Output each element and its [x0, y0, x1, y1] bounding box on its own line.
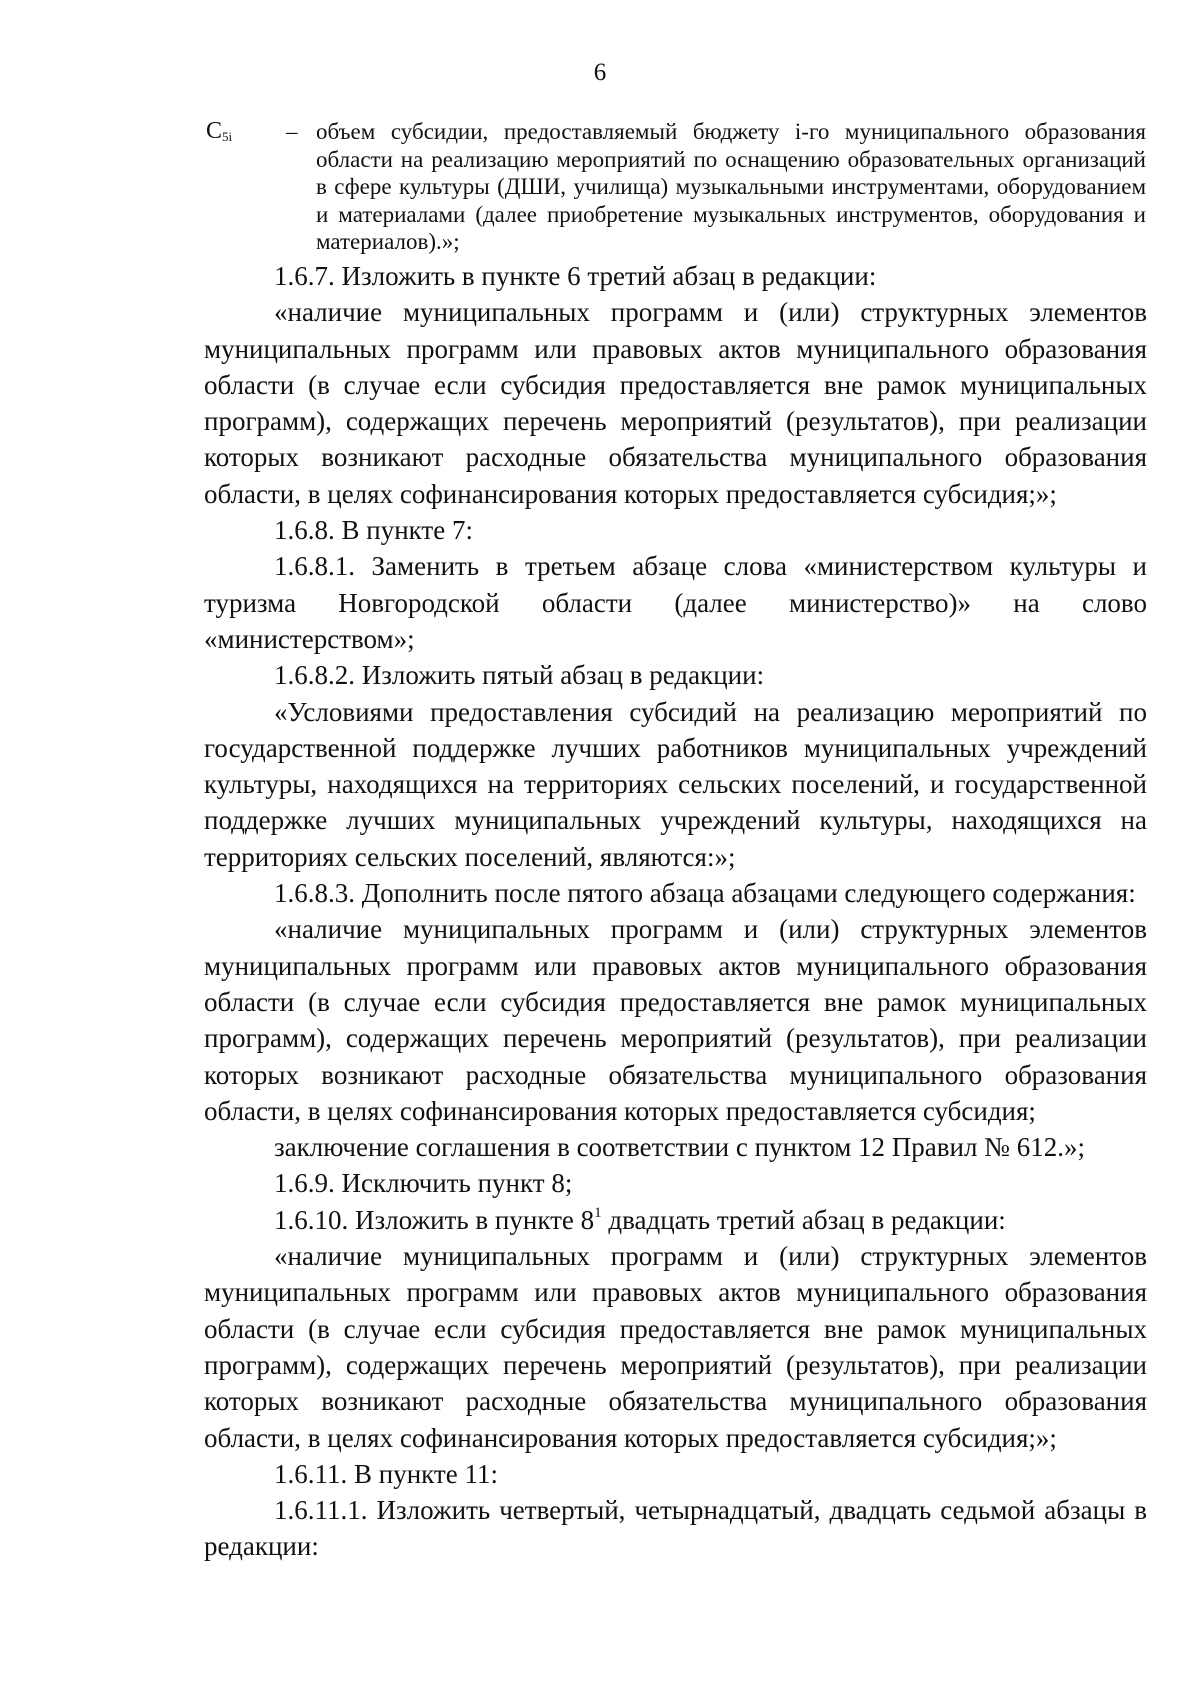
document-body [204, 258, 1147, 1565]
quoted-paragraph-programs-2: «наличие муниципальных программ и (или) структурных элементов муниципальных программ или правовых актов муниципального образования области (в случае если субсидия предоставляется вне рамок муниципальных программ), содержащих перечень мероприятий (результатов), при реализации которых возникают расходные обязательства муниципального образования области, в целях софинансирования которых предоставляется субсидия; [204, 914, 1147, 1126]
definition-text: объем субсидии, предоставляемый бюджету i-го муниципального образования области на реализацию мероприятий по оснащению образовательных организаций в сфере культуры (ДШИ, училища) музыкальными инструментами, оборудованием и материалами (далее приобретение музыкальных инструментов, оборудования и материалов).»; [316, 119, 1146, 254]
quoted-paragraph-programs: «наличие муниципальных программ и (или) структурных элементов муниципальных программ или правовых актов муниципального образования области (в случае если субсидия предоставляется вне рамок муниципальных программ), содержащих перечень мероприятий (результатов), при реализации которых возникают расходные обязательства муниципального образования области, в целях софинансирования которых предоставляется субсидия;»; [204, 297, 1147, 509]
paragraph-1-6-11-1: 1.6.11.1. Изложить четвертый, четырнадцатый, двадцать седьмой абзацы в редакции: [204, 1495, 1147, 1562]
quoted-paragraph-programs-3: «наличие муниципальных программ и (или) структурных элементов муниципальных программ или правовых актов муниципального образования области (в случае если субсидия предоставляется вне рамок муниципальных программ), содержащих перечень мероприятий (результатов), при реализации которых возникают расходные обязательства муниципального образования области, в целях софинансирования которых предоставляется субсидия;»; [204, 1241, 1147, 1453]
paragraph-1-6-10-text: 1.6.10. Изложить в пункте 8 [274, 1204, 595, 1235]
paragraph-1-6-10-text-end: двадцать третий абзац в редакции: [601, 1204, 1006, 1235]
paragraph-1-6-8-1: 1.6.8.1. Заменить в третьем абзаце слова «министерством культуры и туризма Новгородской области (далее министерство)» на слово «министерством»; [204, 551, 1147, 654]
paragraph-1-6-11: 1.6.11. В пункте 11: [274, 1458, 498, 1489]
definition-dash: – [286, 119, 298, 144]
paragraph-1-6-9: 1.6.9. Исключить пункт 8; [274, 1168, 573, 1199]
paragraph-1-6-8: 1.6.8. В пункте 7: [274, 515, 473, 546]
paragraph-1-6-10-superscript: 1 [594, 1204, 602, 1221]
paragraph-1-6-10 [204, 1202, 1147, 1238]
paragraph-agreement: заключение соглашения в соответствии с пунктом 12 Правил № 612.»; [274, 1132, 1085, 1163]
definition-symbol [206, 118, 232, 151]
paragraph-1-6-8-2: 1.6.8.2. Изложить пятый абзац в редакции: [274, 660, 765, 691]
paragraph-1-6-7: 1.6.7. Изложить в пункте 6 третий абзац в редакции: [274, 261, 877, 291]
page-number: 6 [593, 59, 607, 86]
formula-definition [206, 118, 1146, 256]
definition-symbol-letter: C [206, 118, 223, 144]
definition-symbol-subscript: 5i [222, 129, 233, 144]
quoted-paragraph-conditions: «Условиями предоставления субсидий на реализацию мероприятий по государственной поддержке лучших работников муниципальных учреждений культуры, находящихся на территориях сельских поселений, и государственной поддержке лучших муниципальных учреждений культуры, находящихся на территориях сельских поселений, являются:»; [204, 696, 1147, 872]
paragraph-1-6-8-3: 1.6.8.3. Дополнить после пятого абзаца абзацами следующего содержания: [274, 878, 1136, 909]
